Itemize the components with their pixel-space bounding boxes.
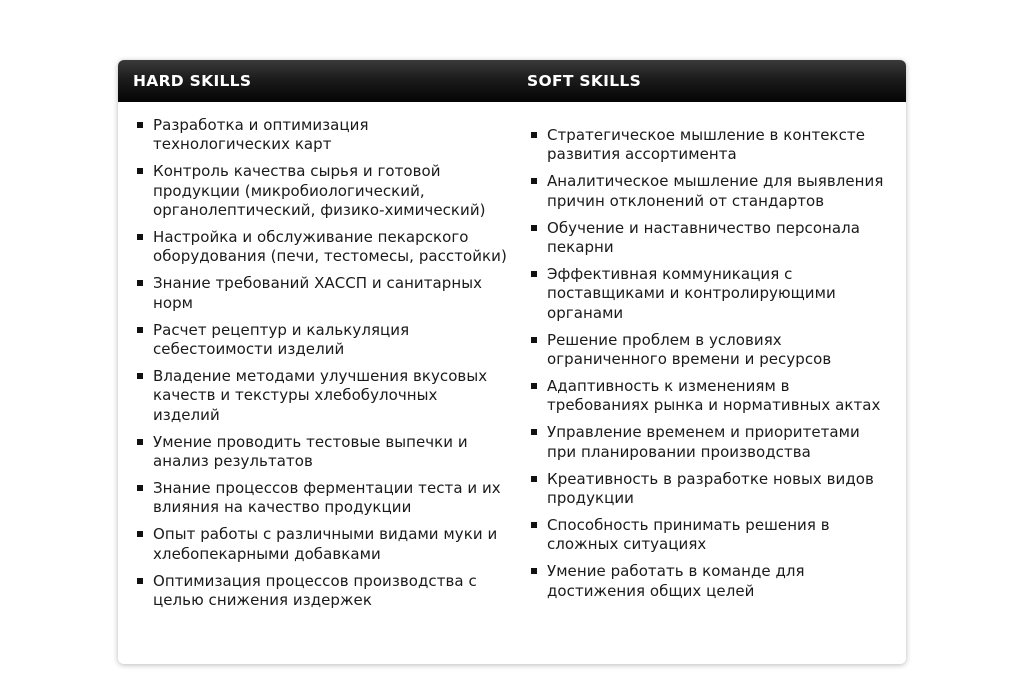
bullet-icon xyxy=(531,225,537,231)
bullet-icon xyxy=(531,337,537,343)
hard-skill-text: Расчет рецептур и калькуляция себестоимости изделий xyxy=(153,320,410,359)
list-item xyxy=(135,572,507,611)
soft-skill-text: Стратегическое мышление в контексте развития ассортимента xyxy=(547,126,865,164)
hard-skill-text: Владение методами улучшения вкусовых качеств и текстуры хлебобулочных изделий xyxy=(153,366,488,424)
bullet-icon xyxy=(137,531,143,537)
skills-table xyxy=(118,60,906,664)
list-item xyxy=(529,470,889,509)
soft-skill-text: Умение работать в команде для достижения общих целей xyxy=(547,562,805,600)
list-item xyxy=(135,433,507,472)
bullet-icon xyxy=(137,485,143,491)
list-item xyxy=(529,172,889,211)
bullet-icon xyxy=(531,271,537,277)
list-item xyxy=(529,377,889,416)
list-item xyxy=(135,162,507,220)
list-item xyxy=(529,516,889,555)
bullet-icon xyxy=(531,522,537,528)
soft-skills-list xyxy=(529,126,889,609)
list-item xyxy=(135,228,507,267)
soft-skill-text: Эффективная коммуникация с поставщиками и контролирующими органами xyxy=(547,264,836,322)
bullet-icon xyxy=(137,439,143,445)
list-item xyxy=(135,479,507,518)
bullet-icon xyxy=(531,383,537,389)
hard-skills-heading: HARD SKILLS xyxy=(133,72,252,90)
soft-skills-heading: SOFT SKILLS xyxy=(527,72,642,90)
hard-skill-text: Настройка и обслуживание пекарского оборудования (печи, тестомесы, расстойки) xyxy=(153,228,507,266)
list-item xyxy=(529,331,889,370)
hard-skill-text: Умение проводить тестовые выпечки и анализ результатов xyxy=(153,432,468,471)
list-item xyxy=(529,265,889,323)
soft-skill-text: Адаптивность к изменениям в требованиях рынка и нормативных актах xyxy=(547,376,881,415)
bullet-icon xyxy=(137,373,143,379)
bullet-icon xyxy=(531,178,537,184)
hard-skill-text: Опыт работы с различными видами муки и хлебопекарными добавками xyxy=(153,525,498,563)
bullet-icon xyxy=(137,122,143,128)
soft-skill-text: Управление временем и приоритетами при планировании производства xyxy=(547,423,860,461)
bullet-icon xyxy=(531,476,537,482)
soft-skill-text: Решение проблем в условиях ограниченного времени и ресурсов xyxy=(547,330,832,369)
hard-skill-text: Знание процессов ферментации теста и их влияния на качество продукции xyxy=(153,479,501,517)
list-item xyxy=(529,423,889,462)
bullet-icon xyxy=(531,132,537,138)
bullet-icon xyxy=(137,327,143,333)
soft-skill-text: Креативность в разработке новых видов продукции xyxy=(547,469,874,507)
hard-skill-text: Оптимизация процессов производства с целью снижения издержек xyxy=(153,571,477,610)
list-item xyxy=(529,126,889,165)
table-header xyxy=(118,60,906,102)
hard-skill-text: Разработка и оптимизация технологических карт xyxy=(153,116,369,154)
list-item xyxy=(135,321,507,360)
bullet-icon xyxy=(137,280,143,286)
list-item xyxy=(529,562,889,601)
soft-skill-text: Способность принимать решения в сложных ситуациях xyxy=(547,515,830,554)
hard-skills-list xyxy=(135,116,507,618)
bullet-icon xyxy=(137,168,143,174)
bullet-icon xyxy=(531,429,537,435)
list-item xyxy=(135,367,507,425)
bullet-icon xyxy=(137,234,143,240)
hard-skill-text: Контроль качества сырья и готовой продукции (микробиологический, органолептический, физико-химический) xyxy=(153,162,486,220)
list-item xyxy=(135,525,507,564)
bullet-icon xyxy=(531,568,537,574)
soft-skill-text: Аналитическое мышление для выявления причин отклонений от стандартов xyxy=(547,172,884,210)
list-item xyxy=(135,274,507,313)
list-item xyxy=(529,219,889,258)
soft-skill-text: Обучение и наставничество персонала пекарни xyxy=(547,218,861,257)
bullet-icon xyxy=(137,578,143,584)
list-item xyxy=(135,116,507,155)
hard-skill-text: Знание требований ХАССП и санитарных норм xyxy=(153,274,483,312)
